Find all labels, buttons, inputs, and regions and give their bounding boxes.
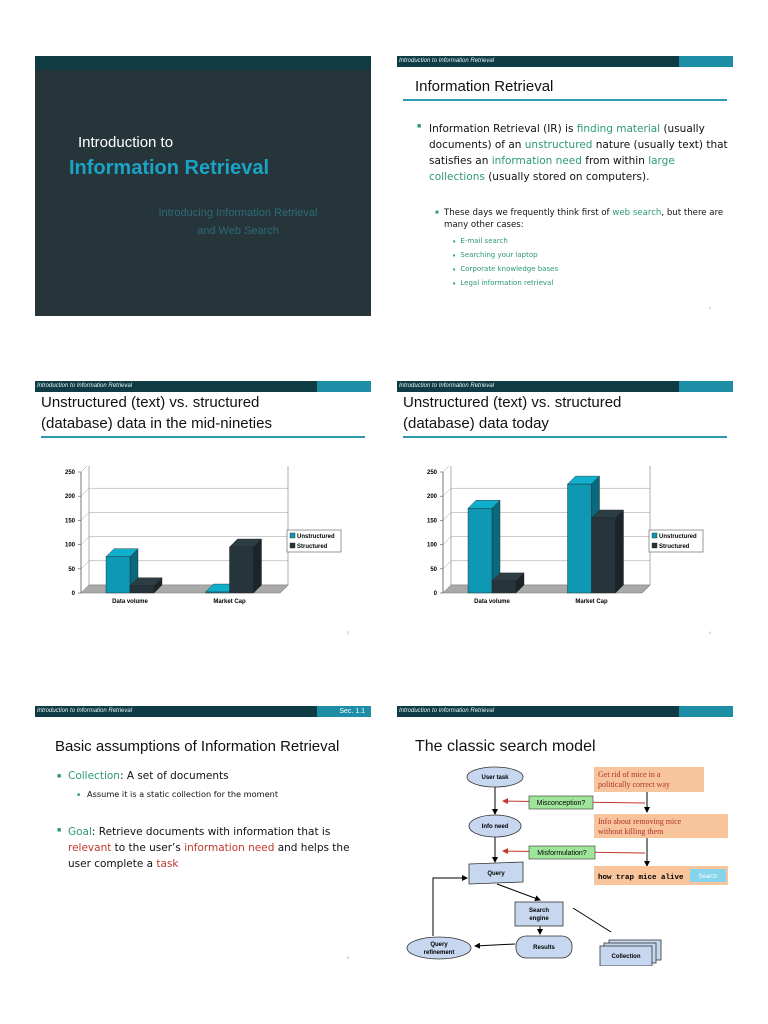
y-tick-label: 0	[433, 591, 437, 597]
search-query-text: how trap mice alive	[598, 874, 684, 882]
bullet-icon: ■	[435, 210, 439, 216]
gridline-diagonal	[81, 488, 89, 496]
y-tick-label: 200	[426, 494, 437, 501]
bullet-icon: ■	[57, 827, 62, 834]
slide-information-retrieval	[397, 56, 733, 316]
sub-item-label: Corporate knowledge bases	[460, 265, 559, 273]
y-tick-label: 250	[64, 470, 75, 476]
note-1-line-2: politically correct way	[598, 780, 670, 789]
goal-bullet	[68, 824, 364, 872]
legend-label: Structured	[297, 544, 328, 550]
header-accent	[679, 381, 733, 392]
bullet-icon: ■	[77, 792, 81, 798]
bar	[468, 508, 492, 593]
text-run: and helps the user complete a	[68, 842, 350, 870]
x-tick-label: Data volume	[474, 599, 510, 605]
legend-label: Unstructured	[297, 534, 335, 540]
slide-classic-search-model	[397, 706, 733, 966]
page-number: 3	[346, 630, 349, 635]
bullet-icon: ■	[57, 773, 62, 780]
ir-definition	[429, 121, 729, 185]
info-need-label: Info need	[481, 824, 509, 830]
collection-sub-bullet: Assume it is a static collection for the moment	[87, 789, 279, 799]
note-1-line-1: Get rid of mice in a	[598, 770, 661, 779]
y-tick-label: 50	[68, 566, 75, 573]
collection-bullet	[68, 770, 229, 782]
gridline-diagonal	[443, 512, 451, 520]
query-label: Query	[487, 871, 505, 877]
text-run: from within	[581, 155, 649, 167]
bullet-icon: ■	[417, 123, 422, 130]
slide-chart-today	[397, 381, 733, 641]
bar-chart-today	[397, 466, 733, 626]
note-2-line-2: without killing them	[598, 827, 664, 836]
connector-line	[573, 908, 611, 932]
page-number: 2	[708, 305, 711, 310]
title-slide-intro: Introduction to	[78, 134, 174, 151]
search-engine-node	[515, 902, 563, 926]
sub-item	[453, 279, 553, 287]
y-tick-label: 0	[71, 591, 75, 597]
slide-title-line-1: Unstructured (text) vs. structured	[403, 394, 622, 411]
title-slide-subtitle-2: and Web Search	[197, 225, 279, 237]
text-run: Information Retrieval (IR) is	[429, 123, 577, 135]
header-accent	[679, 56, 733, 67]
user-task-label: User task	[481, 775, 509, 781]
slide-chart-mid-nineties	[35, 381, 371, 641]
term-web-search: web search	[612, 208, 662, 218]
text-run: (usually documents) of an	[429, 123, 705, 151]
gridline-diagonal	[443, 466, 451, 472]
slide-header	[397, 381, 733, 392]
slide-basic-assumptions	[35, 706, 371, 966]
slide-title-line-1: Unstructured (text) vs. structured	[41, 394, 260, 411]
arrow	[497, 884, 540, 900]
bar-side	[616, 510, 624, 593]
slide-header	[35, 706, 371, 717]
x-tick-label: Data volume	[112, 599, 148, 605]
title-slide-heading: Information Retrieval	[69, 157, 270, 179]
text-run: nature (usually text) that satisfies an	[429, 139, 728, 167]
term-information-need: information need	[491, 155, 582, 167]
bar	[130, 586, 154, 593]
term-collection: Collection	[68, 770, 120, 782]
header-tag: Introduction to Information Retrieval	[399, 58, 495, 64]
misconception-label: Misconception?	[536, 800, 586, 807]
query-refinement-label-1: Query	[430, 942, 448, 948]
title-slide-top-band	[35, 56, 371, 70]
misformulation-label: Misformulation?	[537, 850, 587, 857]
term-goal: Goal	[68, 826, 92, 838]
y-tick-label: 100	[64, 542, 75, 549]
header-tag: Introduction to Information Retrieval	[37, 383, 133, 389]
term-finding-material: finding material	[576, 123, 661, 135]
title-slide-subtitle-1: Introducing Information Retrieval	[158, 207, 318, 219]
gridline-diagonal	[81, 466, 89, 472]
bar	[492, 581, 516, 593]
y-tick-label: 200	[64, 494, 75, 501]
text-run: : A set of documents	[119, 770, 229, 782]
page-number: 5	[346, 955, 349, 960]
slide-title: The classic search model	[415, 738, 596, 755]
arrow	[475, 944, 515, 946]
text-run: (usually stored on computers).	[484, 171, 650, 183]
sub-item-label: Legal information retrieval	[460, 279, 554, 287]
term-relevant: relevant	[68, 842, 112, 854]
bar	[592, 518, 616, 593]
y-tick-label: 150	[426, 518, 437, 525]
collection-label: Collection	[611, 954, 641, 960]
bar	[230, 547, 254, 593]
gridline-diagonal	[81, 537, 89, 545]
slide-title	[35, 56, 371, 316]
results-label: Results	[533, 945, 555, 951]
x-tick-label: Market Cap	[575, 599, 608, 605]
web-search-note	[444, 207, 729, 231]
y-tick-label: 250	[426, 470, 437, 476]
y-tick-label: 50	[430, 566, 437, 573]
page-number: 4	[708, 630, 711, 635]
legend-label: Unstructured	[659, 534, 697, 540]
search-model-diagram	[397, 706, 733, 966]
slide-title-line-2: (database) data in the mid-nineties	[41, 415, 272, 432]
search-button-label[interactable]: Search	[698, 874, 718, 880]
term-task: task	[156, 858, 179, 870]
slide-header	[397, 56, 733, 67]
legend-swatch	[652, 533, 657, 538]
text-run: These days we frequently think first of	[444, 208, 613, 218]
bar	[568, 484, 592, 593]
sub-item-label: Searching your laptop	[460, 251, 538, 259]
bar	[106, 557, 130, 593]
slide-title: Information Retrieval	[415, 78, 554, 95]
bar-chart-mid-nineties	[35, 466, 371, 626]
text-run: : Retrieve documents with information that is	[91, 826, 331, 838]
legend-label: Structured	[659, 544, 690, 550]
term-unstructured: unstructured	[524, 139, 593, 151]
query-refinement-label-2: refinement	[423, 950, 455, 956]
gridline-diagonal	[81, 561, 89, 569]
y-tick-label: 100	[426, 542, 437, 549]
header-accent	[317, 381, 371, 392]
legend-swatch	[652, 543, 657, 548]
text-run: to the user’s	[111, 842, 185, 854]
title-rule	[403, 99, 727, 101]
search-engine-label-1: Search	[528, 908, 550, 914]
bullet-icon: ■	[453, 238, 456, 244]
sub-item	[453, 265, 558, 273]
term-large-collections: large collections	[429, 155, 675, 183]
bullet-icon: ■	[453, 252, 456, 258]
gridline-diagonal	[443, 537, 451, 545]
title-rule	[403, 436, 727, 438]
sub-item	[453, 251, 538, 259]
bar-side	[254, 539, 262, 593]
header-tag: Introduction to Information Retrieval	[37, 708, 133, 714]
bar	[206, 592, 230, 593]
header-tag: Introduction to Information Retrieval	[399, 708, 495, 714]
sub-item	[453, 237, 508, 245]
slide-title-line-2: (database) data today	[403, 415, 549, 432]
x-tick-label: Market Cap	[213, 599, 246, 605]
header-tag: Introduction to Information Retrieval	[399, 383, 495, 389]
bullet-icon: ■	[453, 266, 456, 272]
term-information-need: information need	[184, 842, 275, 854]
search-engine-label-2: engine	[529, 916, 549, 922]
gridline-diagonal	[443, 488, 451, 496]
text-run: , but there are many other cases:	[444, 208, 724, 230]
gridline-diagonal	[443, 561, 451, 569]
sub-item-label: E-mail search	[460, 237, 508, 245]
legend-swatch	[290, 533, 295, 538]
arrow	[433, 878, 467, 936]
legend-swatch	[290, 543, 295, 548]
y-tick-label: 150	[64, 518, 75, 525]
slide-header	[35, 381, 371, 392]
slide-title: Basic assumptions of Information Retrieval	[55, 738, 340, 755]
note-2-line-1: Info about removing mice	[598, 817, 682, 826]
gridline-diagonal	[81, 512, 89, 520]
bullet-icon: ■	[453, 280, 456, 286]
section-label: Sec. 1.1	[339, 708, 365, 715]
title-rule	[41, 436, 365, 438]
